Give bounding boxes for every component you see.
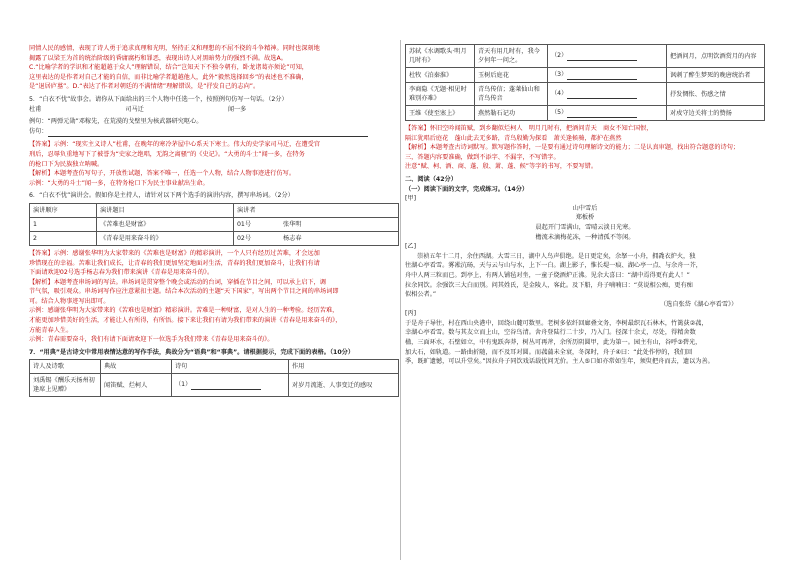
analysis-line: 【解析】本题考查仿写句子，开放性试题，答案不唯一，任选一个人物，结合人物事迹进行仿写。 xyxy=(29,170,296,178)
passage-line: 往湖心亭看雪。雾凇沆砀，天与云与山与水，上下一白。湖上影子，惟长堤一痕、湖心亭一点、与余舟一芥， xyxy=(405,262,702,270)
answer-line: 【答案】怀旧空吟闻笛赋，到乡翻似烂柯人 明月几时有，把酒问青天 商女不知亡国恨， xyxy=(405,125,653,132)
table-row xyxy=(406,45,765,68)
yi-label: [乙] xyxy=(405,243,417,251)
q5-option: 杜甫 xyxy=(29,105,42,113)
table-row xyxy=(30,374,399,397)
q5-example: 例句：“两弹元勋”邓稼先，在荒漠的戈壁里为核武器研究呕心。 xyxy=(29,118,203,126)
q7-table xyxy=(29,359,399,397)
q5-answer-block xyxy=(29,140,399,188)
bing-passage xyxy=(405,319,765,367)
table-cell-blank[interactable] xyxy=(172,374,289,397)
answer-line: 【答案】示例：“现实主义诗人”杜甫，在晚年的寒冷茅屋中心系天下寒士。伟大的史学家司马迁，在遭受宫 xyxy=(29,141,321,149)
right-column xyxy=(405,44,765,367)
yi-source: （选自张岱《湖心亭看雪》） xyxy=(660,300,738,308)
passage-line: 幸湖心亭看雪。数与其友立而上山，空谷鸟清。舍舟登陆行二十步，乃入门。径深十余丈，尽处，得精舍数 xyxy=(405,329,696,337)
analysis-line: 注意“赋、柯、酒、商、蓬、殷、萧、蓬、候”等字的书写，不要写错。 xyxy=(405,163,598,171)
blank-number: （5） xyxy=(551,109,568,116)
table-cell: 刘禹锡《酬乐天扬州初逢席上见赠》 xyxy=(30,374,101,397)
table-header: 演讲题目 xyxy=(97,203,234,217)
table-header-row xyxy=(30,203,399,217)
analysis-line: 示例：“大勇的斗士”闻一多，在特务枪口下为民主事业献出生命。 xyxy=(29,179,209,187)
table-cell: 青鸟传信；蓬莱仙山和青鸟传音 xyxy=(475,83,548,106)
poem-author: 郑板桥 xyxy=(575,214,595,222)
q5-option: 闻一多 xyxy=(227,105,247,113)
section-title: 二、阅读（42分） xyxy=(405,175,457,183)
table-row xyxy=(30,231,399,245)
table-cell: 杜牧《泊秦淮》 xyxy=(406,68,475,83)
analysis-line: 示例：青春需要奋斗，我们有请下面请欢迎下一位选手为我们带来《青春是用来奋斗的》。 xyxy=(29,336,274,344)
intro-line: C.“比喻学者的学识和才能超越于众人”理解错误，结合“岂知天下不独今朝有，卧龙诸葛亦须论”可知， xyxy=(29,64,308,72)
analysis-line: 节气氛，吸引观众。串场词写作应注意紧扣主题。结合本次活动的主题“天下国家”，写出两个节目之间的串场词即 xyxy=(29,288,339,296)
table-row xyxy=(406,83,765,106)
column-divider xyxy=(400,40,401,560)
poem-line: 檐流未滴梅花冻，一种清孤不等闲。 xyxy=(535,233,635,241)
blank-number: （1） xyxy=(175,381,192,389)
answer-line: 下面请欢迎02号选手杨志春为我们带来演讲《青春是用来奋斗的》。 xyxy=(29,269,214,277)
table-row xyxy=(406,106,765,121)
left-column xyxy=(29,44,399,397)
passage-line: 加大石，如轨道。一路曲折随，而不及耳对圆。而菰蒲未全衰，冬深时，舟子④曰：“此处作停的，我们回 xyxy=(405,348,693,356)
passage-line: 拉余同饮。余强饮三大白而别。问其姓氏，是金陵人，客此。及下船，舟子喃喃曰：“莫说相公痴，更有痴 xyxy=(405,281,693,289)
table-cell: 苏轼《水调歌头·明月几时有》 xyxy=(406,45,475,68)
table-cell: 02号 xyxy=(234,231,281,245)
answer-line: 刑后，忍辱负重地写下了被誉为“史家之绝唱，无韵之离骚”的《史记》。“大勇的斗士”闻一多，在特务 xyxy=(29,150,305,158)
table-cell-blank[interactable] xyxy=(548,68,667,83)
q5-imitate xyxy=(29,127,399,138)
intro-line: 是“退居庐墓”。D.“表达了作者对朝廷的不满情绪”理解错误，是“抒发自己的志向”。 xyxy=(29,83,260,91)
poem-title: 山中雪后 xyxy=(572,204,598,212)
analysis-line: 可。结合人物事迹写出即可。 xyxy=(29,297,110,305)
poem-line: 晨起开门雪满山，雪晴云淡日光寒。 xyxy=(535,223,635,231)
table-cell: 《苦难也是财富》 xyxy=(97,217,234,231)
table-cell: 玉树后庭花 xyxy=(475,68,548,83)
analysis-line: 【解析】本题考查古诗词默写。默写题作答时，一是要有通过诗句理解诗文的能力；二是认真审题，找出符合题意的诗句； xyxy=(405,144,740,152)
q5-title: 5．“白衣不忧”故事会。请你从下面给出的三个人物中任选一个，按照例句仿写一句话。（2分） xyxy=(29,95,288,103)
intro-line: 这里表达的是作者对自己才能的自信，而非比喻学者超越他人，此外“毅然选择回乡”的表述也不准确， xyxy=(29,73,308,81)
q5-options xyxy=(29,105,399,115)
table-header-row xyxy=(30,360,399,374)
answer-line: 【答案】示例：感谢张华明为大家带来的《苦难也是财富》的精彩演讲，一个人只有经历过苦难，才会远加 xyxy=(29,249,320,257)
table-row xyxy=(406,68,765,83)
table-cell: 王维《使至塞上》 xyxy=(406,106,475,121)
table-row xyxy=(30,217,399,231)
table-cell: 2 xyxy=(30,231,97,245)
table-cell: 对岁月流逝、人事变迁的感叹 xyxy=(289,374,399,397)
q5-answer-blank[interactable] xyxy=(48,127,368,138)
fill-blank[interactable] xyxy=(567,51,637,61)
fill-blank[interactable] xyxy=(567,70,637,80)
answer-line: 隔江犹唱后庭花 蓬山此去无多路，青鸟殷勤为探看 萧关逢候骑，都护在燕然 xyxy=(405,134,622,142)
answer-line: 的枪口下为民族独立呐喊。 xyxy=(29,160,104,168)
q7-table-continued xyxy=(405,44,765,121)
analysis-line: 【解析】本题考查串场词的写法。串场词是贯穿整个晚会或活动的台词，穿插在节目之间，可以承上启下，调 xyxy=(29,278,326,286)
blank-number: （4） xyxy=(551,90,568,97)
table-cell: 闻笛赋、烂柯人 xyxy=(101,374,172,397)
yi-passage xyxy=(405,252,765,300)
fill-blank[interactable] xyxy=(191,380,261,390)
table-cell: 对戍守边关将士的赞扬 xyxy=(667,106,765,121)
passage-line: 崇祯五年十二月，余住西湖。大雪三日，湖中人鸟声俱绝。是日更定矣，余拏一小舟，拥毳衣炉火，独 xyxy=(417,252,696,260)
q7-answer-block xyxy=(405,124,765,172)
intro-line: 同情人民的感情，表现了诗人勇于追求真理和光明，坚持正义和理想的不屈不挠的斗争精神。同时也深刻地 xyxy=(29,45,320,52)
analysis-line: 才能更加珍惜美好的生活，才能让人有所得，有所悟。接下来让我们有请为我们带来的演讲《青春是用来奋斗的》， xyxy=(29,317,342,325)
q5-imitate-label: 仿句： xyxy=(29,127,48,135)
passage-line: 于是舟子导往，村在西山央港中，回绕山麓可数里。老树多依纤回廊叠文务，李树最织瓦石林木，竹篱荻②菰， xyxy=(405,319,708,327)
table-header: 诗人及诗歌 xyxy=(30,360,101,374)
jia-label: [甲] xyxy=(405,195,417,203)
table-cell: 杨志春 xyxy=(280,231,399,245)
table-cell: 青天有用几时有，我今夕何年一问之。 xyxy=(475,45,548,68)
answer-line: 珍惜现在的幸福。苦难让我们成长，让青春的我们更加坚定地面对生活，青春的我们更加奋斗，让我们有请 xyxy=(29,259,320,267)
q6-table xyxy=(29,203,399,246)
fill-blank[interactable] xyxy=(567,89,637,99)
bing-label: [丙] xyxy=(405,310,417,318)
table-cell: 张华明 xyxy=(280,217,399,231)
q6-answer-block xyxy=(29,249,399,345)
table-header: 诗句 xyxy=(172,360,289,374)
passage-line: 楹，三面环水，石壁如立，中有鬼跃奔莽，树丛可再斧，余所历阴圆甲，此为第一。园主有山，谷呼③碧光， xyxy=(405,339,702,347)
table-cell-blank[interactable] xyxy=(548,45,667,68)
table-cell: 抒发惆怅、伤感之情 xyxy=(667,83,765,106)
table-cell: 01号 xyxy=(234,217,281,231)
passage-line: 舟中人两三粒而已。到亭上，有两人铺毡对坐，一童子烧酒炉正沸。见余大喜曰：“湖中焉得更有此人！” xyxy=(405,271,690,279)
table-cell: 1 xyxy=(30,217,97,231)
table-header: 作用 xyxy=(289,360,399,374)
table-cell-blank[interactable] xyxy=(548,106,667,121)
q6-title: 6．“白衣不忧”演讲会。假如你是主持人，请针对以下两个选手的演讲内容，撰写串场词。（2分） xyxy=(29,192,294,200)
fill-blank[interactable] xyxy=(567,108,637,118)
analysis-line: 三，答题内容要准确，做到不添字、不漏字，不写错字。 xyxy=(405,153,560,161)
intro-answer-block xyxy=(29,44,399,92)
blank-number: （2） xyxy=(551,52,568,59)
table-header: 典故 xyxy=(101,360,172,374)
table-cell-blank[interactable] xyxy=(548,83,667,106)
q5-option: 司马迁 xyxy=(125,105,144,113)
passage-line: 季，既旷遗憾，可以升堂矣。”因拉舟子同饮戏话载忧问无价。主人⑤口如亦常如生年，须臾把舟而去，遗以为善。 xyxy=(405,358,714,366)
table-cell: 李商隐《无题·相见时难别亦难》 xyxy=(406,83,475,106)
passage-line: 似相公者。” xyxy=(405,291,437,299)
table-cell: 燕然勒石记功 xyxy=(475,106,548,121)
blank-number: （3） xyxy=(551,71,568,78)
intro-line: 揭露了以梁王为首的统治阶级的昏庸腐朽和罪恶，表现出诗人对黑暗势力的强烈不满。故选A。 xyxy=(29,54,287,62)
analysis-line: 方能青春人生。 xyxy=(29,326,73,334)
table-header: 演讲顺序 xyxy=(30,203,97,217)
table-header: 演讲者 xyxy=(234,203,399,217)
analysis-line: 示例：感谢张华明为大家带来的《苦难也是财富》精彩演讲。苦难是一种财富，是对人生的一种考验。经历苦难， xyxy=(29,307,339,315)
table-cell: 《青春是用来奋斗的》 xyxy=(97,231,234,245)
subsection-title: （一）阅读下面的文字，完成练习。（14分） xyxy=(405,185,529,193)
q7-title: 7．“用典”是古诗文中常用表情达意的写作手法，典故分为“语典”和“事典”。请根据提示，完成下面的表格。（10分） xyxy=(29,348,355,356)
table-cell: 把酒问月，点明饮酒赏月的内容 xyxy=(667,45,765,68)
table-cell: 讽刺了醉生梦死的晚唐统治者 xyxy=(667,68,765,83)
